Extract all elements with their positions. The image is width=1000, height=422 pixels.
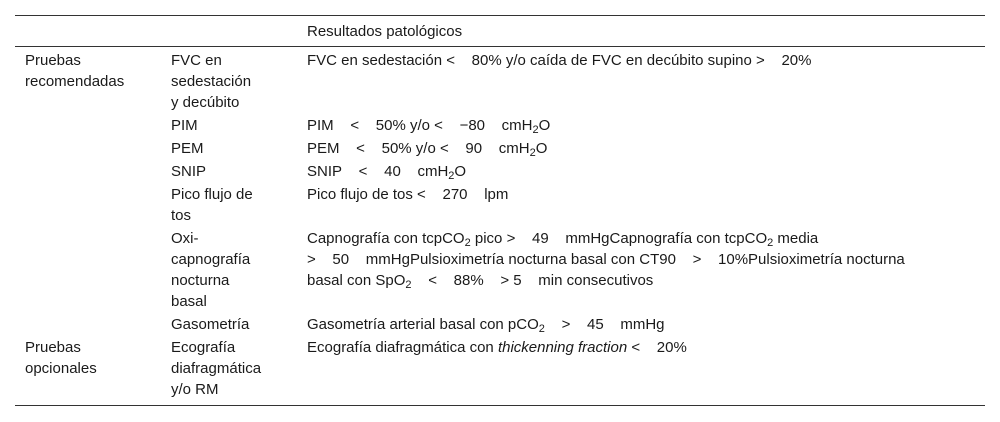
test-cough-peak-flow: Pico flujo de tos [171,186,253,224]
result-snip: SNIP < 40 cmH$_2$O [307,163,467,182]
header-rule [15,46,985,47]
result-cough-peak-flow: Pico flujo de tos < 270 lpm [307,186,509,203]
table-bottom-rule [15,405,985,406]
result-gasometry: Gasometría arterial basal con pCO$_2$ > 45 mmHg [307,316,665,335]
result-oxicapnography: Capnografía con tcpCO$_2$ pico > 49 mmHgCapnografía con tcpCO$_2$ media > 50 mmHgPulsioximetría nocturna basal con CT90 > 10%Pulsioximetría nocturna basal con SpO$_2$ < 88% > 5 min consecutivos [307,230,905,291]
header-results: Resultados patológicos [307,23,463,40]
result-fvc: FVC en sedestación < 80% y/o caída de FVC en decúbito supino > 20% [307,52,812,69]
test-gasometry: Gasometría [171,316,250,333]
test-echography: Ecografía diafragmática y/o RM [171,339,262,398]
result-pem: PEM < 50% y/o < 90 cmH$_2$O [307,140,548,159]
result-pim: PIM < 50% y/o < −80 cmH$_2$O [307,117,551,136]
test-snip: SNIP [171,163,207,180]
result-echography: Ecografía diafragmática con thickenning fraction < 20% [307,339,687,356]
table-top-rule [15,15,985,16]
group-optional: Pruebas opcionales [25,339,97,377]
group-recommended: Pruebas recomendadas [25,52,125,90]
test-fvc: FVC en sedestación y decúbito [171,52,252,111]
test-pim: PIM [171,117,198,134]
test-pem: PEM [171,140,204,157]
test-oxicapnography: Oxi- capnografía nocturna basal [171,230,251,310]
